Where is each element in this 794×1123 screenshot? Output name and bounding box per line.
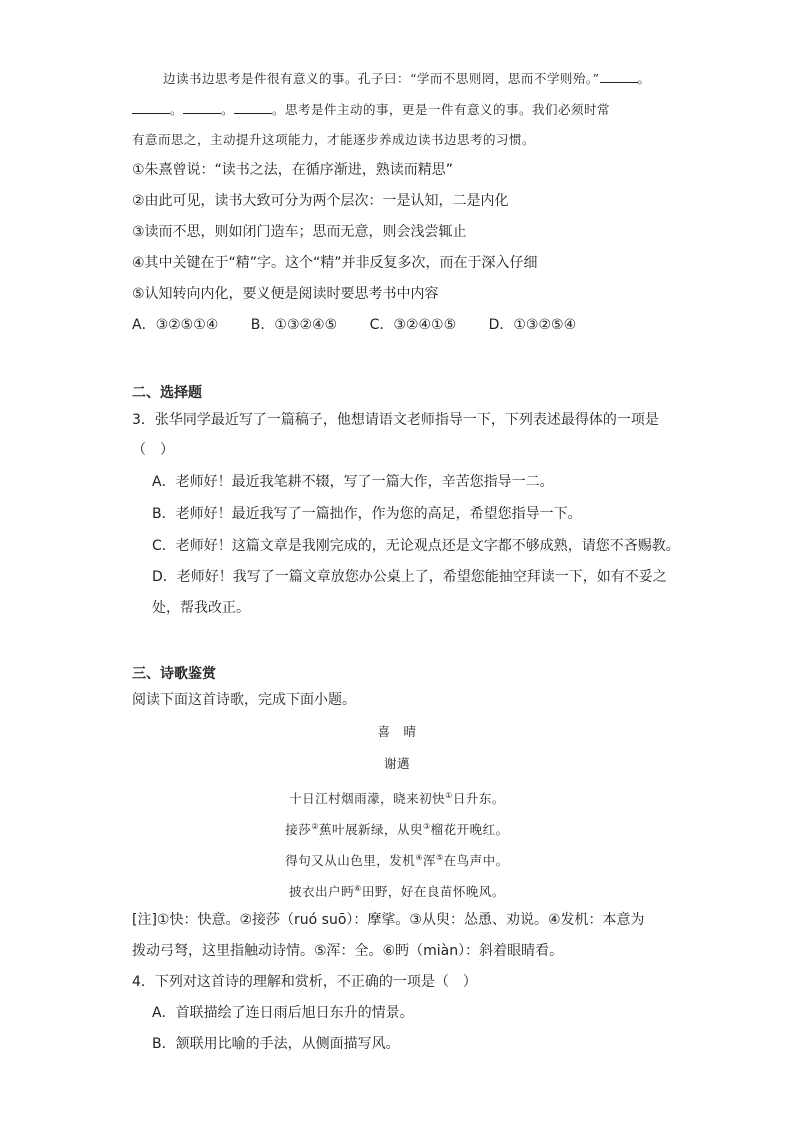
option-b[interactable]: B．①③②④⑤ — [250, 317, 338, 333]
q3-option-d-cont: 处，帮我改正。 — [152, 600, 250, 616]
q3-stem: 3．张华同学最近写了一篇稿子，他想请语文老师指导一下，下列表述最得体的一项是 — [132, 412, 659, 428]
q3-stem-blank: （ ） — [132, 442, 174, 458]
poem-line-2: 接莎②蕉叶展新绿，从臾③榴花开晚红。 — [285, 822, 509, 838]
punctuation: 。 — [637, 71, 651, 86]
passage-text: 边读书边思考是件很有意义的事。孔子曰：“学而不思则罔，思而不学则殆。” — [163, 71, 600, 86]
passage-line-3 — [132, 130, 535, 150]
q2-options — [132, 315, 576, 335]
poem-line-4: 披衣出户眄⑥田野，好在良苗怀晚风。 — [289, 884, 505, 900]
sentence-4: ④其中关键在于“精”字。这个“精”并非反复多次，而在于深入仔细 — [132, 255, 538, 271]
poem-notes: [注]①快：快意。②接莎（ruó suō）：摩挲。③从臾：怂恿、劝说。④发机：本意为 — [132, 912, 645, 928]
sentence-2: ②由此可见，读书大致可分为两个层次：一是认知，二是内化 — [132, 193, 509, 209]
reading-instruction: 阅读下面这首诗歌，完成下面小题。 — [132, 692, 356, 708]
punctuation: 。 — [170, 102, 184, 117]
footnote-marker: ⑥ — [354, 884, 362, 893]
q3-option-b[interactable]: B．老师好！最近我写了一篇拙作，作为您的高足，希望您指导一下。 — [152, 506, 582, 522]
poem-title: 喜 晴 — [377, 724, 417, 739]
option-a[interactable]: A．③②⑤①④ — [132, 317, 219, 333]
answer-blank[interactable] — [183, 99, 221, 114]
answer-blank[interactable] — [234, 99, 272, 114]
answer-blank[interactable] — [132, 99, 170, 114]
poem-line-1: 十日江村烟雨濛，晓来初快①日升东。 — [289, 791, 505, 807]
sentence-1: ①朱熹曾说：“读书之法，在循序渐进，熟读而精思” — [132, 162, 454, 178]
footnote-marker: ① — [445, 791, 453, 800]
q4-stem: 4．下列对这首诗的理解和赏析，不正确的一项是（ ） — [132, 974, 477, 990]
passage-text: 。思考是件主动的事，更是一件有意义的事。我们必须时常 — [272, 102, 611, 117]
answer-blank[interactable] — [600, 68, 638, 83]
section-heading: 三、诗歌鉴赏 — [132, 666, 216, 682]
sentence-5: ⑤认知转向内化，要义便是阅读时要思考书中内容 — [132, 286, 439, 302]
passage-text: 有意而思之，主动提升这项能力，才能逐步养成边读书边思考的习惯。 — [132, 132, 536, 147]
section-heading: 二、选择题 — [132, 385, 202, 401]
footnote-marker: ④ — [415, 853, 423, 862]
option-c[interactable]: C．③②④①⑤ — [369, 317, 457, 333]
passage-line-1 — [163, 68, 651, 89]
footnote-marker: ② — [311, 822, 319, 831]
footnote-marker: ③ — [423, 822, 431, 831]
footnote-marker: ⑤ — [436, 853, 444, 862]
q3-option-d[interactable]: D．老师好！我写了一篇文章放您办公桌上了，希望您能抽空拜读一下，如有不妥之 — [152, 569, 667, 585]
poem-author: 谢邁 — [383, 756, 410, 771]
punctuation: 。 — [221, 102, 235, 117]
q3-option-c[interactable]: C．老师好！这篇文章是我刚完成的，无论观点还是文字都不够成熟，请您不吝赐教。 — [152, 538, 680, 554]
poem-notes-cont: 拨动弓弩，这里指触动诗情。⑤浑：全。⑥眄（miàn）：斜着眼睛看。 — [132, 943, 564, 959]
q4-option-b[interactable]: B．颔联用比喻的手法，从侧面描写风。 — [152, 1036, 400, 1052]
passage-line-2 — [132, 99, 610, 120]
sentence-3: ③读而不思，则如闭门造车；思而无意，则会浅尝辄止 — [132, 224, 467, 240]
q4-option-a[interactable]: A．首联描绘了连日雨后旭日东升的情景。 — [152, 1005, 414, 1021]
q3-option-a[interactable]: A．老师好！最近我笔耕不辍，写了一篇大作，辛苦您指导一二。 — [152, 474, 554, 490]
poem-line-3: 得句又从山色里，发机④浑⑤在鸟声中。 — [285, 853, 509, 869]
option-d[interactable]: D．①③②⑤④ — [488, 317, 577, 333]
